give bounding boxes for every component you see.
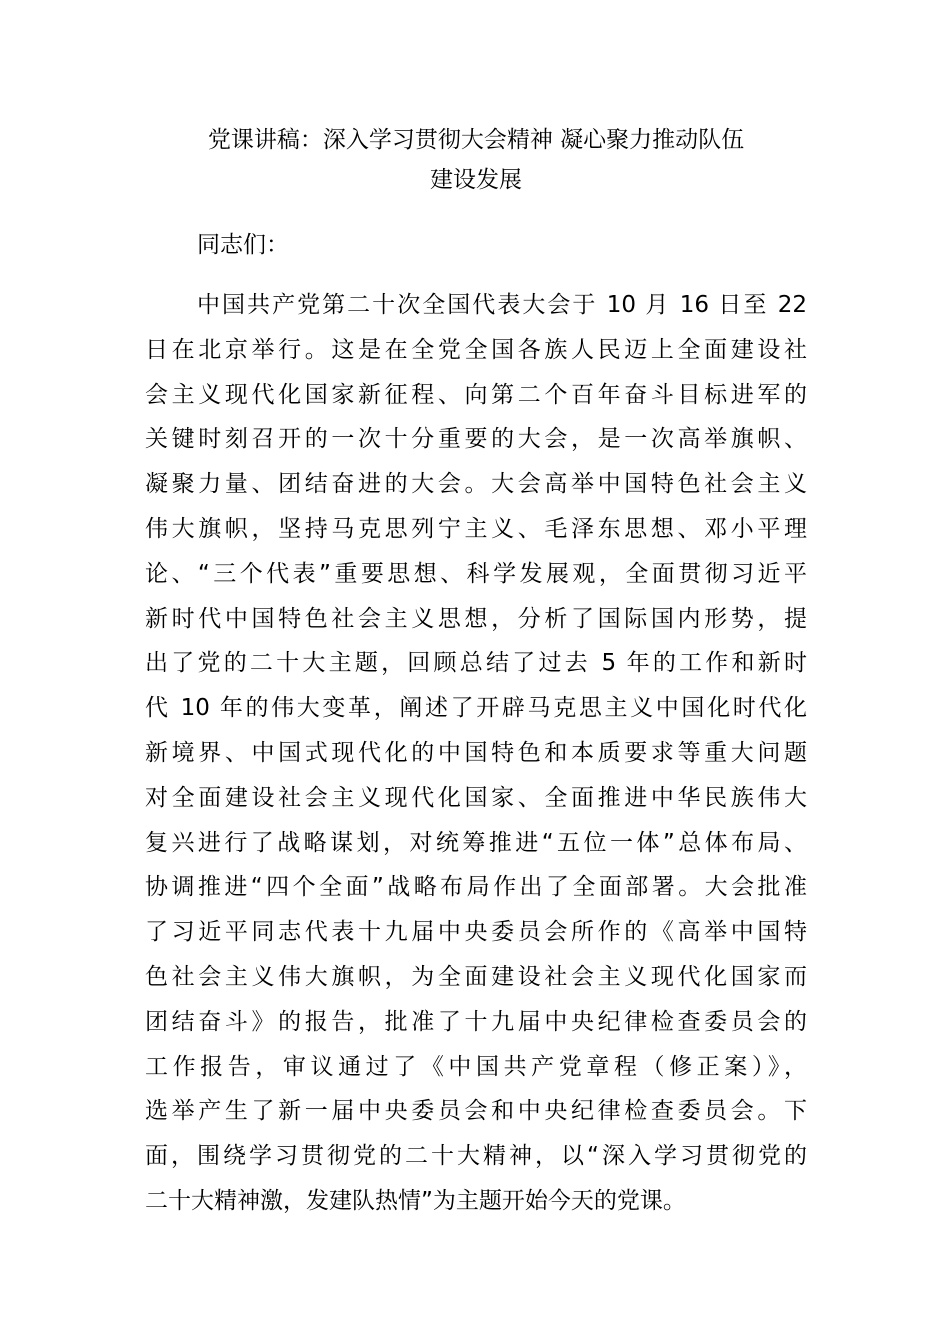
paragraph-line: 论、“三个代表”重要思想、科学发展观，全面贯彻习近平: [145, 560, 807, 587]
document-title: [145, 120, 807, 200]
greeting: 同志们：: [197, 232, 289, 258]
paragraph-line: 关键时刻召开的一次十分重要的大会，是一次高举旗帜、: [145, 426, 807, 453]
paragraph-line: 了习近平同志代表十九届中央委员会所作的《高举中国特: [145, 919, 807, 946]
paragraph-line: 协调推进“四个全面”战略布局作出了全面部署。大会批准: [145, 874, 807, 901]
paragraph-line: 会主义现代化国家新征程、向第二个百年奋斗目标进军的: [145, 381, 807, 408]
paragraph-line: 复兴进行了战略谋划，对统筹推进“五位一体”总体布局、: [145, 829, 807, 856]
paragraph-line: 出了党的二十大主题，回顾总结了过去 5 年的工作和新时: [145, 650, 807, 677]
paragraph-line: 对全面建设社会主义现代化国家、全面推进中华民族伟大: [145, 784, 807, 811]
paragraph-line: 中国共产党第二十次全国代表大会于 10 月 16 日至 22: [197, 292, 807, 318]
paragraph-line: 面，围绕学习贯彻党的二十大精神，以“深入学习贯彻党的: [145, 1143, 807, 1170]
paragraph-line: 代 10 年的伟大变革，阐述了开辟马克思主义中国化时代化: [145, 695, 807, 722]
title-line-2: 建设发展: [430, 167, 522, 193]
title-line-1: 党课讲稿：深入学习贯彻大会精神 凝心聚力推动队伍: [207, 127, 745, 153]
body-paragraph: [145, 283, 807, 1224]
paragraph-line: 新时代中国特色社会主义思想，分析了国际国内形势，提: [145, 605, 807, 632]
paragraph-line: 凝聚力量、团结奋进的大会。大会高举中国特色社会主义: [145, 471, 807, 498]
paragraph-line: 团结奋斗》的报告，批准了十九届中央纪律检查委员会的: [145, 1008, 807, 1035]
paragraph-line: 新境界、中国式现代化的中国特色和本质要求等重大问题: [145, 739, 807, 766]
paragraph-line: 工作报告，审议通过了《中国共产党章程（修正案）》，: [145, 1053, 807, 1080]
paragraph-line: 选举产生了新一届中央委员会和中央纪律检查委员会。下: [145, 1098, 807, 1125]
paragraph-line: 色社会主义伟大旗帜，为全面建设社会主义现代化国家而: [145, 963, 807, 990]
paragraph-line: 二十大精神激，发建队热情”为主题开始今天的党课。: [145, 1187, 686, 1214]
paragraph-line: 日在北京举行。这是在全党全国各族人民迈上全面建设社: [145, 336, 807, 363]
paragraph-line: 伟大旗帜，坚持马克思列宁主义、毛泽东思想、邓小平理: [145, 515, 807, 542]
